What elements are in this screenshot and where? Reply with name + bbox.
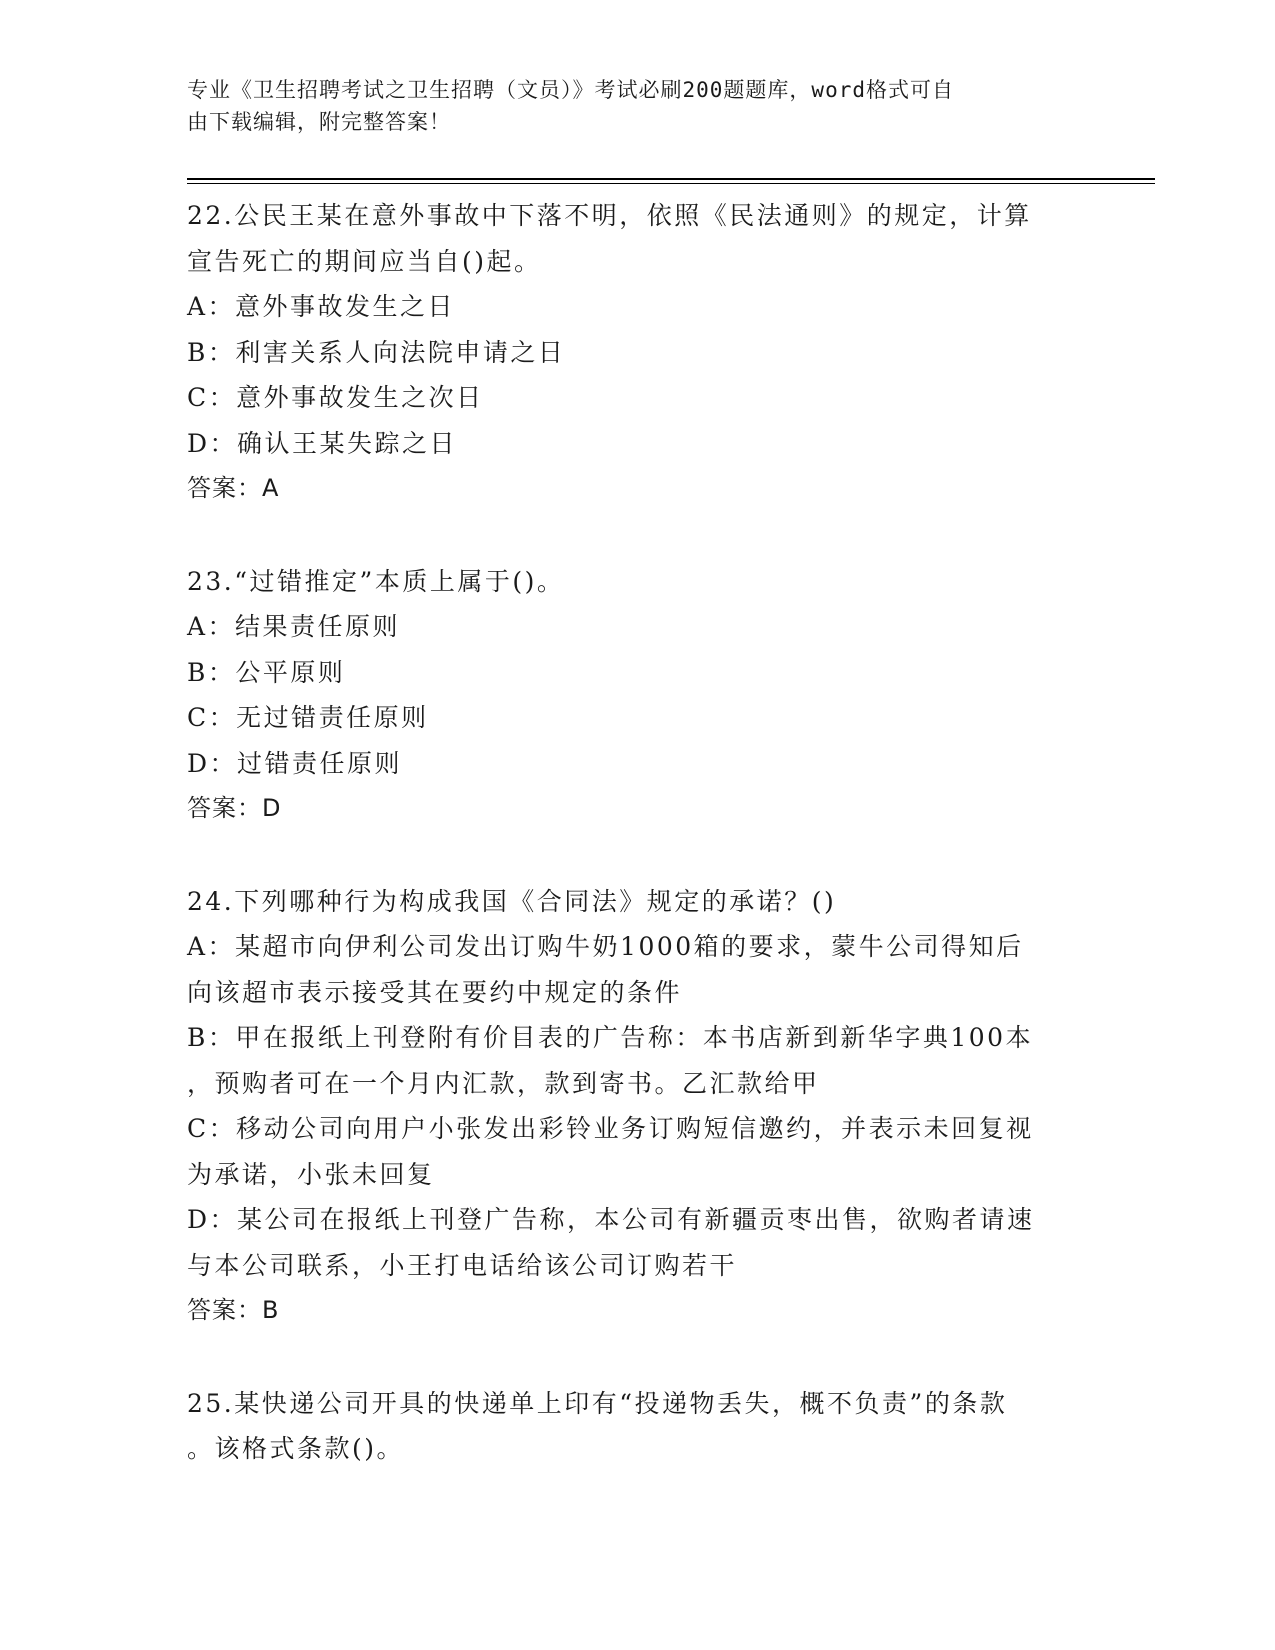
document-header xyxy=(187,74,1067,138)
option-b-line-1: B：甲在报纸上刊登附有价目表的广告称：本书店新到新华字典100本 xyxy=(187,1023,1034,1052)
option-b-line-2: ，预购者可在一个月内汇款，款到寄书。乙汇款给甲 xyxy=(187,1068,820,1098)
question-stem-line: 宣告死亡的期间应当自()起。 xyxy=(187,246,542,276)
option-c-line-2: 为承诺，小张未回复 xyxy=(187,1159,435,1189)
question-24 xyxy=(187,879,1067,1334)
question-25 xyxy=(187,1381,1067,1472)
option-c: C：无过错责任原则 xyxy=(187,703,429,732)
option-a: A：结果责任原则 xyxy=(187,612,401,641)
question-list xyxy=(187,193,1067,1519)
answer-line: 答案：B xyxy=(187,1296,280,1324)
option-d: D：过错责任原则 xyxy=(187,748,403,778)
option-d-line-2: 与本公司联系，小王打电话给该公司订购若干 xyxy=(187,1250,738,1280)
question-22 xyxy=(187,193,1067,512)
option-b: B：利害关系人向法院申请之日 xyxy=(187,337,566,367)
option-a: A：意外事故发生之日 xyxy=(187,292,456,321)
answer-line: 答案：D xyxy=(187,794,282,822)
option-a-line-1: A：某超市向伊利公司发出订购牛奶1000箱的要求，蒙牛公司得知后 xyxy=(187,932,1024,961)
option-d: D：确认王某失踪之日 xyxy=(187,428,458,458)
question-stem-line: 23.“过错推定”本质上属于()。 xyxy=(187,566,565,596)
option-a-line-2: 向该超市表示接受其在要约中规定的条件 xyxy=(187,977,683,1007)
option-c-line-1: C：移动公司向用户小张发出彩铃业务订购短信邀约，并表示未回复视 xyxy=(187,1114,1034,1143)
question-stem-line: 22.公民王某在意外事故中下落不明，依照《民法通则》的规定，计算 xyxy=(187,201,1032,230)
question-stem-line: 25.某快递公司开具的快递单上印有“投递物丢失，概不负责”的条款 xyxy=(187,1388,1008,1418)
option-c: C：意外事故发生之次日 xyxy=(187,383,484,412)
question-stem-line: 。该格式条款()。 xyxy=(187,1434,405,1463)
header-line-2: 由下载编辑，附完整答案！ xyxy=(187,110,451,134)
option-d-line-1: D：某公司在报纸上刊登广告称，本公司有新疆贡枣出售，欲购者请速 xyxy=(187,1205,1035,1234)
header-divider-thin xyxy=(187,183,1155,184)
option-b: B：公平原则 xyxy=(187,657,346,687)
question-stem-line: 24.下列哪种行为构成我国《合同法》规定的承诺？() xyxy=(187,886,837,916)
header-divider-thick xyxy=(187,178,1155,180)
question-23 xyxy=(187,559,1067,832)
header-line-1: 专业《卫生招聘考试之卫生招聘（文员）》考试必刷200题题库，word格式可自 xyxy=(187,78,954,102)
answer-line: 答案：A xyxy=(187,474,280,502)
